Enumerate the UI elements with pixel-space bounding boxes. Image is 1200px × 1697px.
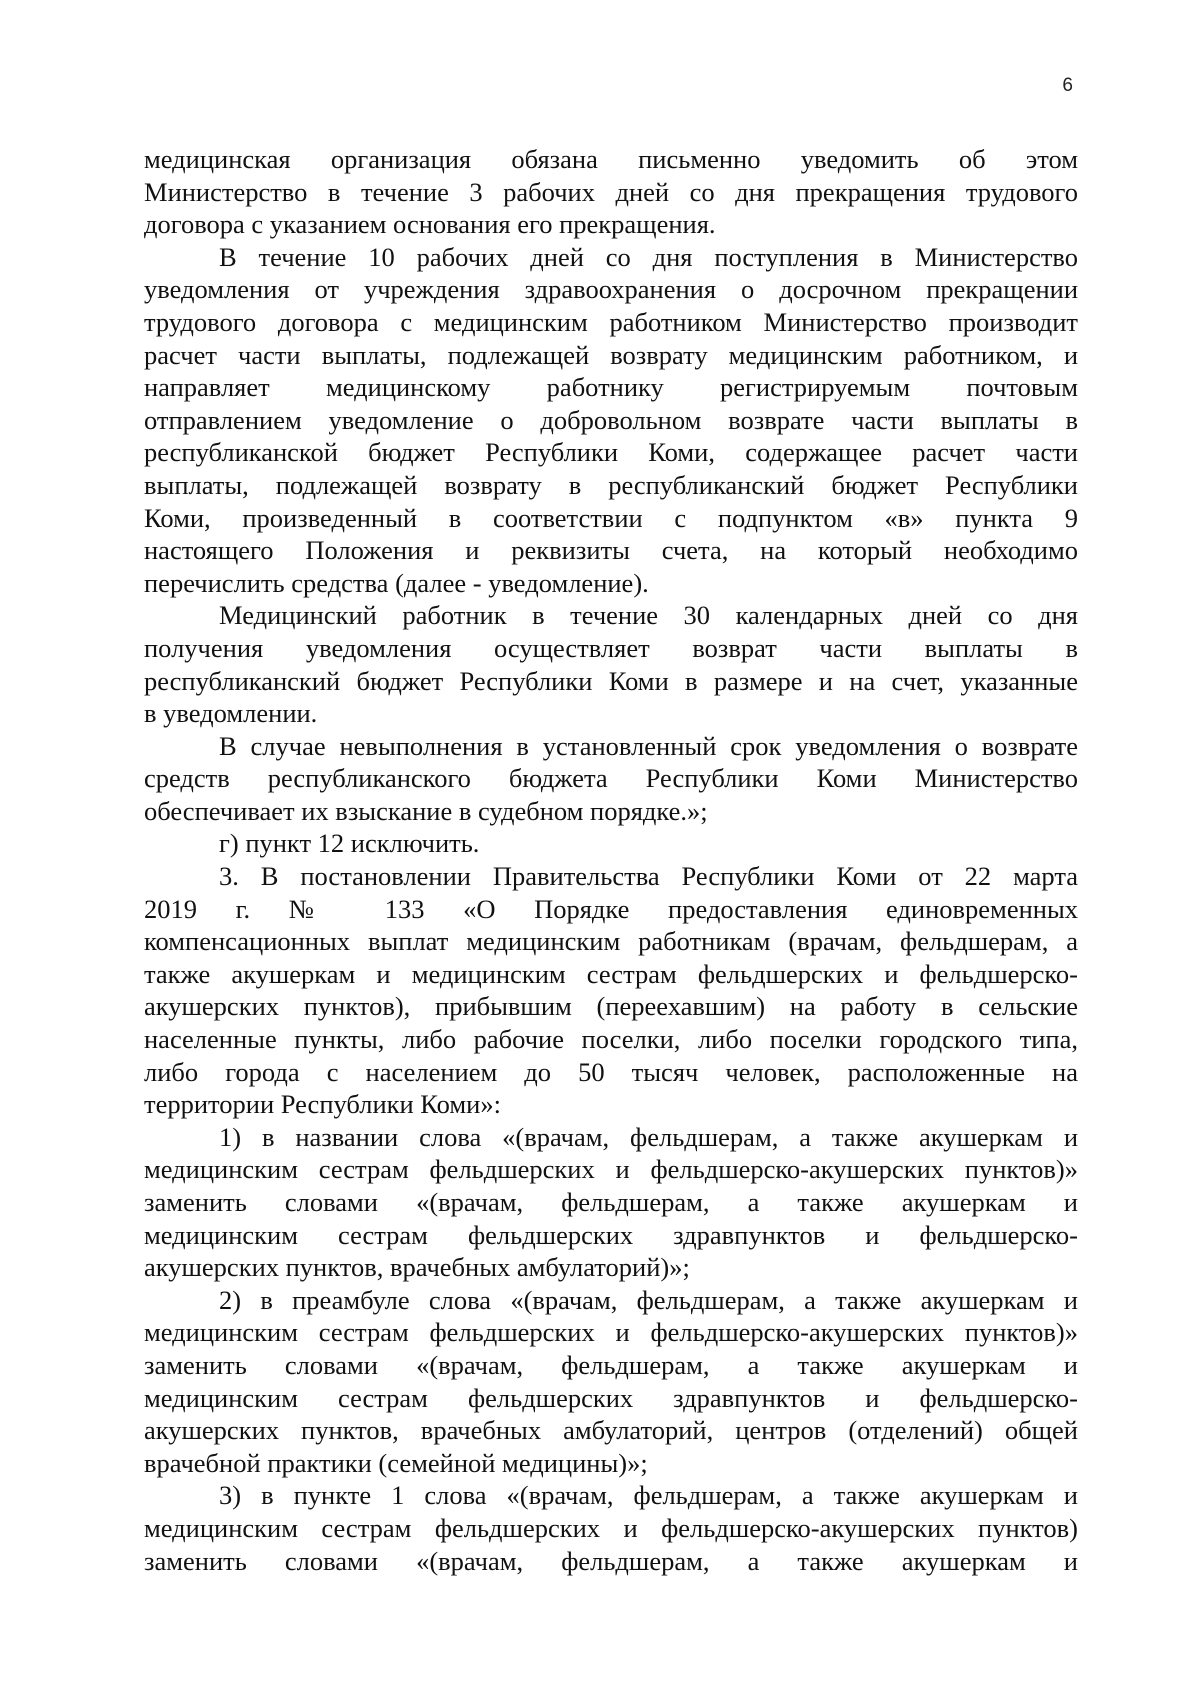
text-line: Медицинский работник в течение 30 календарных дней со дня <box>219 600 1078 631</box>
text-line: Коми, произведенный в соответствии с подпунктом «в» пункта 9 <box>144 502 1078 533</box>
text-line: перечислить средства (далее - уведомление). <box>144 567 649 598</box>
text-line: медицинским сестрам фельдшерских и фельдшерско-акушерских пунктов) <box>144 1512 1078 1543</box>
text-line: врачебной практики (семейной медицины)»; <box>144 1447 648 1478</box>
text-line: медицинская организация обязана письменно уведомить об этом <box>144 144 1078 174</box>
text-line: средств республиканского бюджета Республики Коми Министерство <box>144 763 1078 794</box>
text-line: либо города с населением до 50 тысяч человек, расположенные на <box>144 1056 1078 1087</box>
text-line: расчет части выплаты, подлежащей возврату медицинским работником, и <box>144 339 1078 370</box>
text-line: 1) в названии слова «(врачам, фельдшерам, а также акушеркам и <box>219 1121 1078 1152</box>
text-line: акушерских пунктов, врачебных амбулаторий, центров (отделений) общей <box>144 1415 1078 1446</box>
text-line: в уведомлении. <box>144 698 318 729</box>
text-line: 3. В постановлении Правительства Республики Коми от 22 марта <box>219 861 1078 892</box>
text-line: также акушеркам и медицинским сестрам фельдшерских и фельдшерско- <box>144 958 1078 989</box>
text-line: акушерских пунктов, врачебных амбулаторий)»; <box>144 1252 690 1283</box>
page-number: 6 <box>1062 75 1073 96</box>
text-line: медицинским сестрам фельдшерских и фельдшерско-акушерских пунктов)» <box>144 1317 1078 1348</box>
text-line: настоящего Положения и реквизиты счета, на который необходимо <box>144 535 1078 566</box>
text-line: медицинским сестрам фельдшерских здравпунктов и фельдшерско- <box>144 1382 1078 1413</box>
text-line: выплаты, подлежащей возврату в республиканский бюджет Республики <box>144 469 1078 500</box>
text-line: 2019 г. № 133 «О Порядке предоставления единовременных <box>144 893 1078 924</box>
text-line: территории Республики Коми»: <box>144 1089 501 1120</box>
text-line: 2) в преамбуле слова «(врачам, фельдшерам, а также акушеркам и <box>219 1284 1078 1315</box>
text-line: уведомления от учреждения здравоохранения о досрочном прекращении <box>144 274 1078 305</box>
text-line: акушерских пунктов), прибывшим (переехавшим) на работу в сельские <box>144 991 1078 1022</box>
text-line: Министерство в течение 3 рабочих дней со дня прекращения трудового <box>144 176 1078 207</box>
text-line: обеспечивает их взыскание в судебном порядке.»; <box>144 795 708 826</box>
text-line: В течение 10 рабочих дней со дня поступления в Министерство <box>219 241 1078 272</box>
text-line: заменить словами «(врачам, фельдшерам, а также акушеркам и <box>144 1187 1078 1217</box>
text-line: получения уведомления осуществляет возврат части выплаты в <box>144 632 1078 663</box>
text-line: заменить словами «(врачам, фельдшерам, а также акушеркам и <box>144 1545 1078 1576</box>
document-body <box>144 143 1078 1577</box>
text-line: 3) в пункте 1 слова «(врачам, фельдшерам, а также акушеркам и <box>219 1480 1078 1511</box>
text-line: В случае невыполнения в установленный срок уведомления о возврате <box>219 730 1078 761</box>
text-line: медицинским сестрам фельдшерских здравпунктов и фельдшерско- <box>144 1219 1078 1250</box>
text-line: договора с указанием основания его прекращения. <box>144 209 716 240</box>
text-line: г) пункт 12 исключить. <box>219 828 480 859</box>
text-line: медицинским сестрам фельдшерских и фельдшерско-акушерских пунктов)» <box>144 1154 1078 1185</box>
text-line: направляет медицинскому работнику регистрируемым почтовым <box>144 372 1078 403</box>
text-line: республиканский бюджет Республики Коми в размере и на счет, указанные <box>144 665 1078 696</box>
text-line: трудового договора с медицинским работником Министерство производит <box>144 306 1078 337</box>
text-line: заменить словами «(врачам, фельдшерам, а также акушеркам и <box>144 1349 1078 1380</box>
text-line: компенсационных выплат медицинским работникам (врачам, фельдшерам, а <box>144 926 1078 957</box>
text-line: отправлением уведомление о добровольном возврате части выплаты в <box>144 404 1078 435</box>
text-line: республиканской бюджет Республики Коми, содержащее расчет части <box>144 437 1078 468</box>
text-line: населенные пункты, либо рабочие поселки, либо поселки городского типа, <box>144 1024 1078 1055</box>
